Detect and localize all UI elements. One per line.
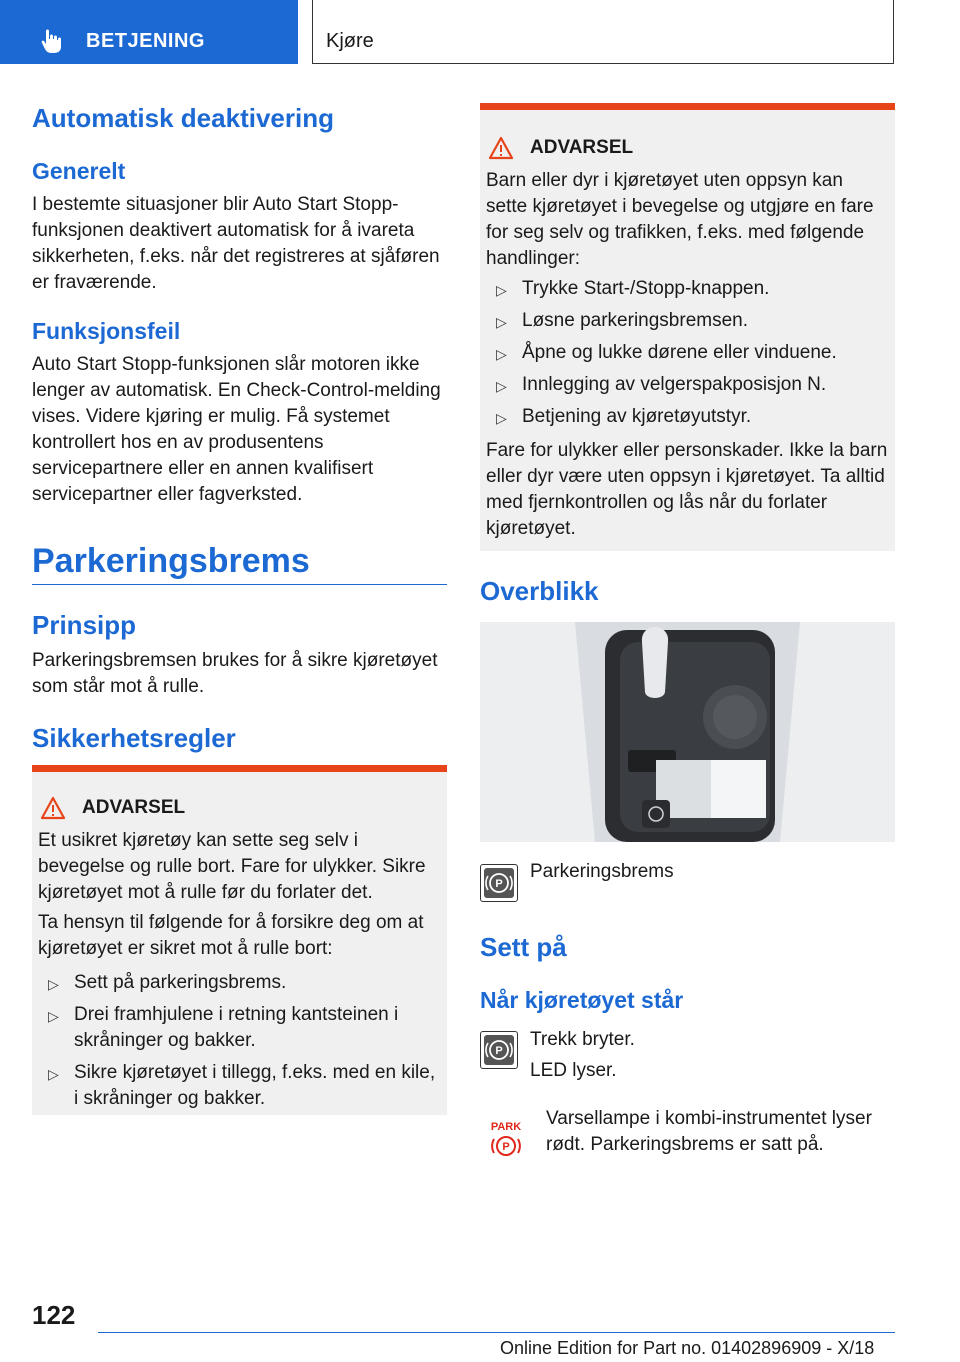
page-number: 122 — [32, 1300, 76, 1330]
list-item: ▷ Trykke Start-/Stopp-knappen. — [486, 276, 886, 302]
warning-bullet-list — [38, 970, 438, 1118]
park-label: PARK — [490, 1121, 522, 1133]
list-item: ▷ Sikre kjøretøyet i tillegg, f.eks. med en kile, i skråninger og bakker. — [48, 1062, 436, 1109]
hand-pointer-icon — [38, 27, 66, 55]
funksjonsfeil-text: Auto Start Stopp-funksjonen slår motoren ikke lenger av automatisk. En Check-Control-melding vises. Videre kjøring er mulig. Få systemet kontrollert hos en av produsentens servicepartnere eller en annen kvalifisert servicepartner eller fagverksted. — [32, 354, 441, 505]
list-item: ▷ Innlegging av velgerspakposisjon N. — [486, 372, 886, 398]
parking-brake-icon — [481, 865, 517, 901]
led-lyser-text: LED lyser. — [530, 1060, 617, 1081]
heading-funksjonsfeil: Funksjonsfeil — [32, 318, 181, 344]
bullet-triangle-icon: ▷ — [496, 378, 507, 394]
bullet-triangle-icon: ▷ — [496, 346, 507, 362]
heading-automatisk-deaktivering: Automatisk deaktivering — [32, 103, 334, 133]
warning-text-1: Et usikret kjøretøy kan sette seg selv i bevegelse og rulle bort. Fare for ulykker. Sikre kjøretøyet mot å rulle før du forlater det. — [38, 830, 426, 903]
warning-text-2: Fare for ulykker eller personskader. Ikke la barn eller dyr være uten oppsyn i kjøretøyet. Ta alltid med fjernkontrollen og lås når du forlater kjøretøyet. — [486, 440, 888, 539]
section-tab[interactable] — [0, 0, 298, 64]
photo-caption: Parkeringsbrems — [530, 861, 674, 882]
bullet-triangle-icon: ▷ — [496, 314, 507, 330]
heading-generelt: Generelt — [32, 158, 126, 184]
warning-bullet-list — [486, 276, 886, 436]
prinsipp-text: Parkeringsbremsen brukes for å sikre kjøretøyet som står mot å rulle. — [32, 650, 438, 697]
warning-box-right — [480, 103, 895, 551]
chapter-title: Kjøre — [326, 30, 374, 52]
warning-header — [40, 796, 185, 820]
heading-prinsipp: Prinsipp — [32, 610, 137, 640]
heading-sett-pa: Sett på — [480, 932, 567, 962]
generelt-text: I bestemte situasjoner blir Auto Start Stopp-funksjonen deaktivert automatisk for å ivareta sikkerheten, f.eks. når det registreres at sjåføren er fraværende. — [32, 194, 440, 293]
list-item: ▷ Åpne og lukke dørene eller vinduene. — [486, 340, 886, 366]
section-title: BETJENING — [86, 30, 205, 52]
warning-triangle-icon — [488, 136, 514, 160]
heading-naar-kjoretoyet-star: Når kjøretøyet står — [480, 987, 684, 1013]
list-item: ▷ Drei framhjulene i retning kantsteinen i skråninger og bakker. — [48, 1004, 399, 1051]
warning-text-2: Ta hensyn til følgende for å forsikre deg om at kjøretøyet er sikret mot å rulle bort: — [38, 912, 424, 959]
list-item: ▷ Sett på parkeringsbrems. — [38, 970, 438, 996]
bullet-triangle-icon: ▷ — [48, 1008, 59, 1024]
warning-box-left — [32, 765, 447, 1115]
bullet-triangle-icon: ▷ — [48, 1066, 59, 1082]
parking-brake-icon — [481, 1032, 517, 1068]
console-illustration — [480, 622, 895, 842]
heading-sikkerhetsregler: Sikkerhetsregler — [32, 723, 236, 753]
bullet-triangle-icon: ▷ — [496, 282, 507, 298]
edition-text: Online Edition for Part no. 01402896909 - X/18 — [500, 1338, 875, 1358]
svg-text:P: P — [502, 1141, 510, 1153]
center-console-photo — [480, 622, 895, 842]
list-item: ▷ Løsne parkeringsbremsen. — [486, 308, 886, 334]
bullet-triangle-icon: ▷ — [496, 410, 507, 426]
varsellampe-text: Varsellampe i kombi-instrumentet lyser rødt. Parkeringsbrems er satt på. — [546, 1108, 872, 1155]
heading-overblikk: Overblikk — [480, 576, 599, 606]
chapter-header — [312, 0, 894, 64]
parking-brake-switch-tile — [480, 864, 518, 902]
warning-label: ADVARSEL — [530, 137, 634, 158]
warning-header — [488, 136, 633, 160]
warning-text-1: Barn eller dyr i kjøretøyet uten oppsyn kan sette kjøretøyet i bevegelse og utgjøre en fare for seg selv og trafikken, f.eks. med følgende handlinger: — [486, 170, 874, 269]
warning-label: ADVARSEL — [82, 797, 186, 818]
bullet-triangle-icon: ▷ — [48, 976, 59, 992]
footer-rule — [98, 1332, 895, 1333]
warning-triangle-icon — [40, 796, 66, 820]
svg-text:P: P — [495, 878, 503, 890]
list-item: ▷ Betjening av kjøretøyutstyr. — [486, 404, 886, 430]
park-warning-lamp-icon — [486, 1118, 526, 1162]
heading-parkeringsbrems: Parkeringsbrems — [32, 542, 310, 580]
svg-text:P: P — [495, 1045, 503, 1057]
parking-brake-switch-tile — [480, 1031, 518, 1069]
title-rule — [32, 584, 447, 585]
trekk-bryter-text: Trekk bryter. — [530, 1029, 635, 1050]
